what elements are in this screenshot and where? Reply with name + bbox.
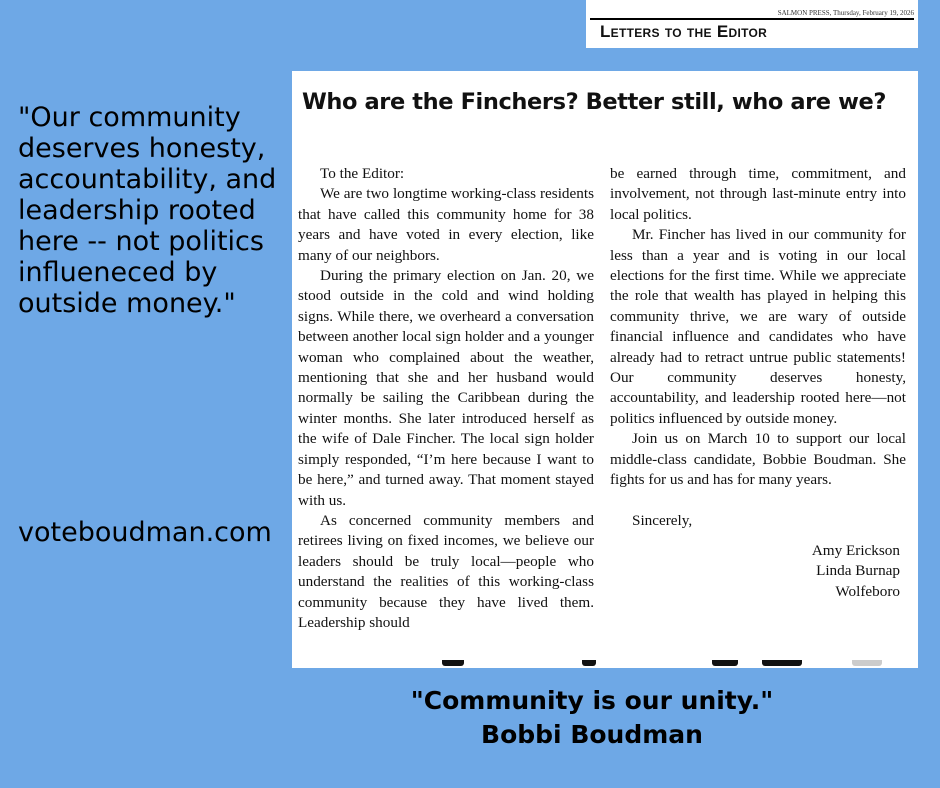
letter-paragraph: As concerned community members and retirees living on fixed incomes, we believe our leaders should be truly local—people who understand the realities of this working-class community because they have lived them. Leadership should: [298, 511, 594, 631]
letter-column-right: [610, 164, 906, 602]
dateline: SALMON PRESS, Thursday, February 19, 2026: [777, 9, 914, 17]
letter-closing: Sincerely,: [632, 511, 693, 529]
next-headline-cutoff: [292, 660, 918, 668]
letter-paragraph: be earned through time, commitment, and involvement, not through last-minute entry into local politics.: [610, 165, 906, 223]
slogan: "Community is our unity.": [410, 686, 774, 715]
letter-column-left: [298, 164, 594, 633]
letter-paragraph: Join us on March 10 to support our local middle-class candidate, Bobbie Boudman. She fights for us and has for many years.: [610, 430, 906, 489]
bottom-quote: [292, 684, 892, 752]
letter-clipping: [292, 71, 918, 668]
section-title: Letters to the Editor: [600, 22, 768, 41]
letter-headline: Who are the Finchers? Better still, who are we?: [302, 89, 886, 115]
letter-paragraph: We are two longtime working-class residents that have called this community home for 38 years and have voted in every election, like many of our neighbors.: [298, 185, 594, 264]
campaign-url: voteboudman.com: [18, 517, 272, 548]
newspaper-masthead: [586, 0, 918, 48]
letter-paragraph: During the primary election on Jan. 20, we stood outside in the cold and wind holding signs. While there, we overheard a conversation between another local sign holder and a younger woman who complained about the weather, mentioning that she and her husband would normally be sailing the Caribbean during the winter months. She later introduced herself as the wife of Dale Fincher. The local sign holder simply responded, “I’m here because I want to be here,” and turned away. That moment stayed with us.: [298, 267, 594, 509]
letter-paragraph: Mr. Fincher has lived in our community for less than a year and is voting in our local elections for the first time. While we appreciate the role that wealth has played in helping this community thrive, we are wary of outside financial influence and candidates who have already had to retract untrue public statements! Our community deserves honesty, accountability, and leadership rooted here—not politics influenced by outside money.: [610, 226, 906, 427]
signer-name: Amy Erickson: [811, 541, 900, 559]
letter-paragraph: To the Editor:: [320, 165, 405, 182]
signer-town: Wolfeboro: [835, 582, 900, 600]
side-quote: "Our community deserves honesty, accountability, and leadership rooted here -- not politics influeneced by outside money.": [18, 102, 277, 319]
signer-name: Linda Burnap: [816, 562, 900, 580]
masthead-rule: [590, 18, 914, 20]
candidate-name: Bobbi Boudman: [481, 720, 703, 749]
